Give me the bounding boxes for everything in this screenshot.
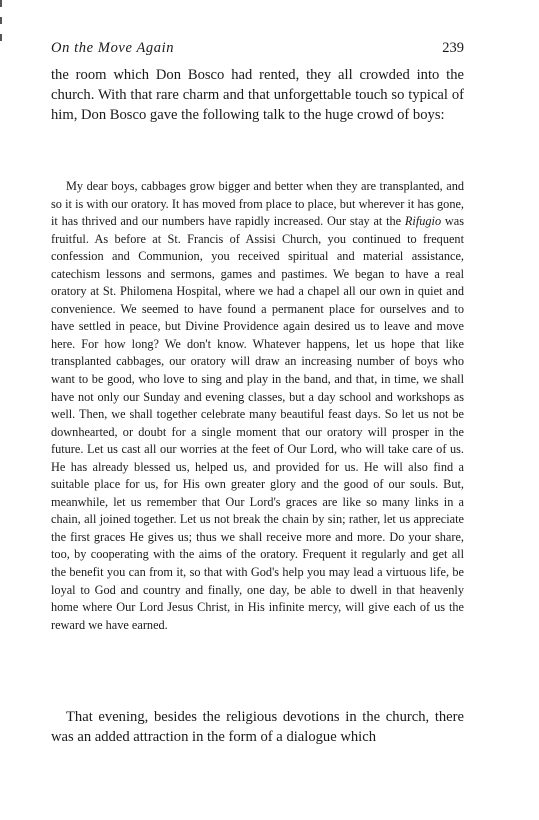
chapter-title: On the Move Again bbox=[51, 40, 175, 56]
closing-paragraph: That evening, besides the religious devotions in the church, there was an added attraction in the form of a dialogue which bbox=[51, 709, 464, 745]
page-number: 239 bbox=[442, 40, 464, 56]
intro-paragraph: the room which Don Bosco had rented, they all crowded into the church. With that rare charm and that unforgettable touch so typical of him, Don Bosco gave the following talk to the huge crowd of boys: bbox=[51, 67, 464, 123]
quote-text-start: My dear boys, cabbages grow bigger and better when they are transplanted, and so it is with our oratory. It has moved from place to place, but wherever it has gone, it has thrived and our numbers have rapidly increased. Our stay at the bbox=[51, 179, 464, 229]
block-quote-talk bbox=[51, 178, 464, 634]
binding-marks bbox=[0, 0, 3, 60]
quote-text-rest: was fruitful. As before at St. Francis of Assisi Church, you continued to frequent confession and Communion, you received spiritual and material assistance, catechism lessons and sermons, games and pastimes. We began to have a real oratory at St. Philomena Hospital, where we had a chapel all our own in quiet and convenience. We seemed to have found a permanent place for ourselves and to have settled in peace, but Divine Providence again desired us to leave and move here. For how long? We don't know. Whatever happens, let us hope that like transplanted cabbages, our oratory will draw an increasing number of boys who want to be good, who love to sing and play in the band, and that, in time, we shall have not only our Sunday and evening classes, but a day school and workshops as well. Then, we shall together celebrate many beautiful feast days. So let us not be downhearted, or doubt for a single moment that our oratory will prosper in the future. Let us cast all our worries at the feet of Our Lord, who will take care of us. He has already blessed us, helped us, and provided for us. He will also find a suitable place for us, for His own greater glory and the good of our souls. But, meanwhile, let us remember that Our Lord's graces are like so many links in a chain, all joined together. Let us not break the chain by sin; rather, let us appreciate the first graces He gives us; thus we shall receive more and more. Do your share, too, by cooperating with the aims of the oratory. Frequent it regularly and get all the benefit you can from it, so that with God's help you may lead a virtuous life, be loyal to God and country and finally, one day, be able to dwell in that heavenly home where Our Lord Jesus Christ, in His infinite mercy, will give each of us the reward we have earned. bbox=[51, 214, 464, 632]
running-header bbox=[51, 40, 464, 60]
quote-italic-rifugio: Rifugio bbox=[404, 214, 442, 229]
